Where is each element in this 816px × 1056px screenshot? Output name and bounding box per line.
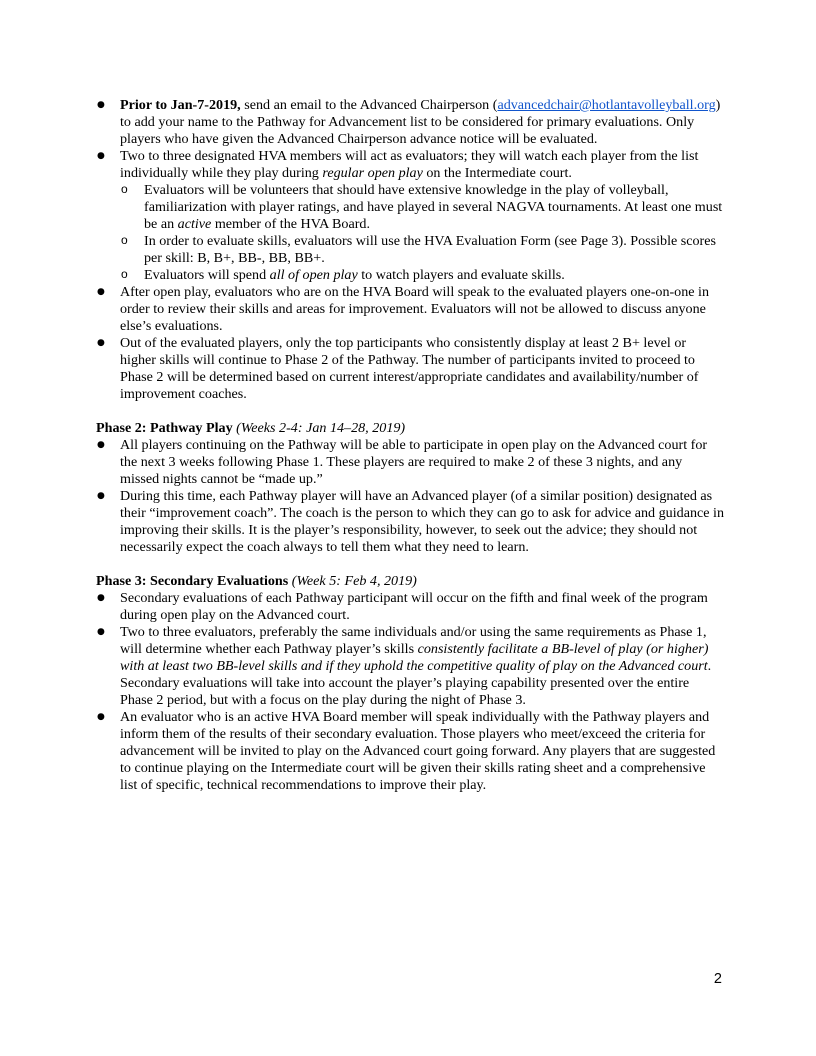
body-text: Secondary evaluations of each Pathway participant will occur on the fifth and final week of the program during open play on the Advanced court. xyxy=(120,590,708,623)
emphasis-text: active xyxy=(177,216,212,232)
phase3-heading xyxy=(96,573,724,590)
section-title: Phase 3: Secondary Evaluations xyxy=(96,573,289,589)
phase2-list xyxy=(96,437,724,556)
body-text: ) to add your name to the Pathway for Advancement list to be considered for primary evaluations. Only players who have given the Advanced Chairperson advance notice will be evaluated. xyxy=(120,97,721,147)
body-text: Two to three evaluators, preferably the same individuals and/or using the same requirements as Phase 1, will determine whether each Pathway player’s skills xyxy=(120,624,707,657)
list-item xyxy=(96,709,724,794)
list-item xyxy=(96,624,724,709)
body-text: In order to evaluate skills, evaluators will use the HVA Evaluation Form (see Page 3). Possible scores per skill: B, B+, BB-, BB, BB+. xyxy=(144,233,716,266)
list-item xyxy=(96,284,724,335)
emphasis-text: regular open play xyxy=(322,165,423,181)
list-item xyxy=(96,437,724,488)
body-text: Two to three designated HVA members will act as evaluators; they will watch each player from the list individually while they play during xyxy=(120,148,699,181)
body-text: Evaluators will spend xyxy=(144,267,270,283)
section-dates: (Weeks 2-4: Jan 14–28, 2019) xyxy=(232,420,406,436)
list-item xyxy=(96,148,724,284)
body-text: member of the HVA Board. xyxy=(211,216,370,232)
body-text: After open play, evaluators who are on the HVA Board will speak to the evaluated players one-on-one in order to review their skills and areas for improvement. Evaluators will not be allowed to discuss anyone else’s evaluations. xyxy=(120,284,710,334)
phase3-list xyxy=(96,590,724,794)
list-item xyxy=(96,590,724,624)
section-dates: (Week 5: Feb 4, 2019) xyxy=(288,573,417,589)
list-item xyxy=(96,488,724,556)
sub-list-item xyxy=(120,233,724,267)
body-text: An evaluator who is an active HVA Board member will speak individually with the Pathway players and inform them of the results of their secondary evaluation. Those players who meet/exceed the criteria for advancement will be invited to play on the Advanced court going forward. Any players that are suggested to continue playing on the Intermediate court will be given their skills rating sheet and a comprehensive list of specific, technical recommendations to improve their play. xyxy=(120,709,716,793)
body-text: Evaluators will be volunteers that should have extensive knowledge in the play of volleyball, familiarization with player ratings, and have played in several NAGVA tournaments. At least one must be an xyxy=(144,182,723,232)
sub-list-item xyxy=(120,267,724,284)
body-text: send an email to the Advanced Chairperson ( xyxy=(240,97,498,113)
body-text: During this time, each Pathway player will have an Advanced player (of a similar position) designated as their “improvement coach”. The coach is the person to which they can go to ask for advice and guidance in improving their skills. It is the player’s responsibility, however, to seek out the advice; they should not necessarily expect the coach always to tell them what they need to learn. xyxy=(120,488,724,555)
page-number: 2 xyxy=(713,971,722,987)
body-text: All players continuing on the Pathway will be able to participate in open play on the Advanced court for the next 3 weeks following Phase 1. These players are required to make 2 of these 3 nights, and any missed nights cannot be “made up.” xyxy=(120,437,708,487)
document-body xyxy=(96,97,724,794)
deadline-text: Prior to Jan-7-2019, xyxy=(120,97,241,113)
phase2-heading xyxy=(96,420,724,437)
list-item xyxy=(96,97,724,148)
evaluator-sublist xyxy=(120,182,724,284)
phase1-list xyxy=(96,97,724,403)
body-text: on the Intermediate court. xyxy=(422,165,572,181)
body-text: Out of the evaluated players, only the top participants who consistently display at least 2 B+ level or higher skills will continue to Phase 2 of the Pathway. The number of participants invited to proceed to Phase 2 will be determined based on current interest/appropriate candidates and availability/number of improvement coaches. xyxy=(120,335,699,402)
body-text: . Secondary evaluations will take into account the player’s playing capability presented over the entire Phase 2 period, but with a focus on the play during the night of Phase 3. xyxy=(120,658,712,708)
emphasis-text: consistently facilitate a BB-level of play (or higher) with at least two BB-level skills and if they uphold the competitive quality of play on the Advanced court xyxy=(120,641,709,674)
body-text: to watch players and evaluate skills. xyxy=(357,267,565,283)
section-title: Phase 2: Pathway Play xyxy=(96,420,233,436)
sub-list-item xyxy=(120,182,724,233)
email-link[interactable]: advancedchair@hotlantavolleyball.org xyxy=(497,97,716,113)
emphasis-text: all of open play xyxy=(269,267,358,283)
list-item xyxy=(96,335,724,403)
